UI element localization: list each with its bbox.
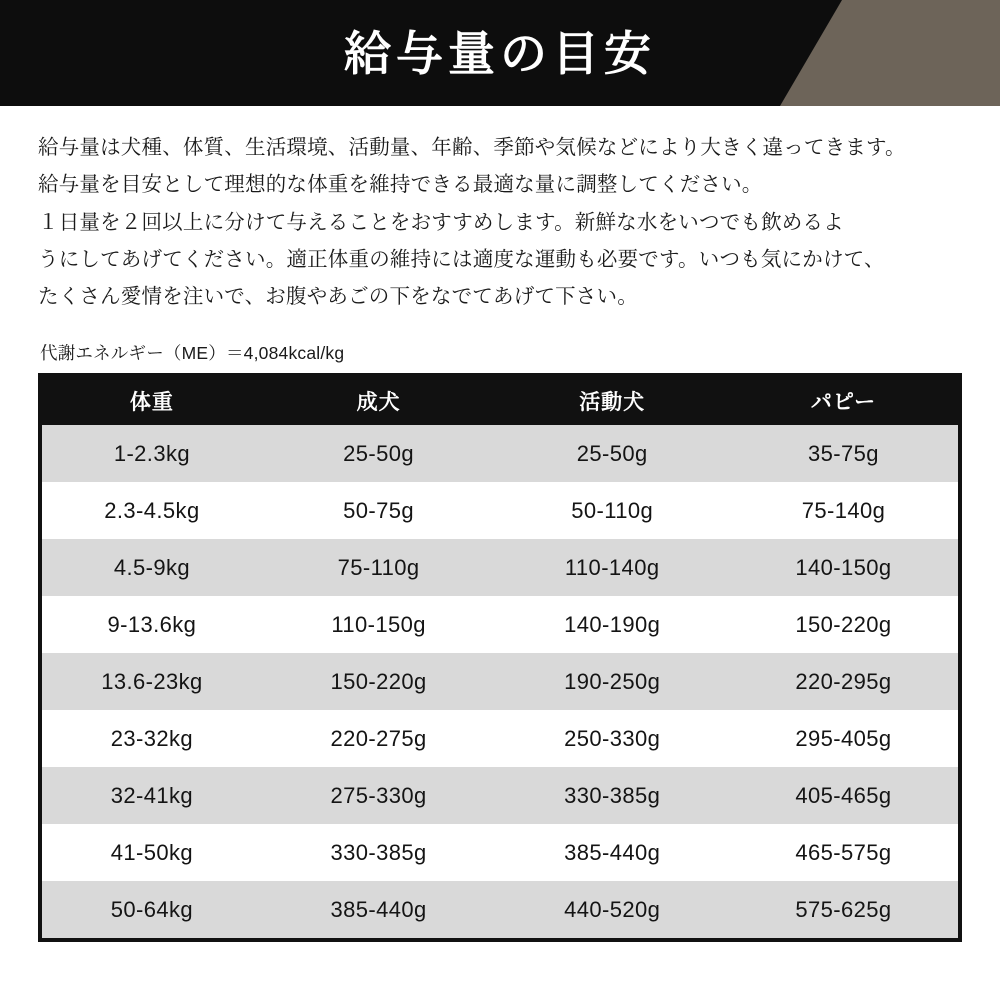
cell-active: 440-520g: [495, 881, 729, 938]
cell-adult: 150-220g: [262, 653, 496, 710]
cell-active: 25-50g: [495, 425, 729, 482]
table-row: [42, 596, 958, 653]
cell-adult: 50-75g: [262, 482, 496, 539]
cell-adult: 110-150g: [262, 596, 496, 653]
table-header-row: [42, 377, 958, 425]
cell-weight: 23-32kg: [42, 710, 262, 767]
cell-weight: 9-13.6kg: [42, 596, 262, 653]
table-row: [42, 710, 958, 767]
table-row: [42, 482, 958, 539]
table-row: [42, 824, 958, 881]
feeding-table: [42, 377, 958, 938]
cell-weight: 41-50kg: [42, 824, 262, 881]
cell-puppy: 75-140g: [729, 482, 958, 539]
column-header-adult: 成犬: [262, 377, 496, 425]
cell-puppy: 220-295g: [729, 653, 958, 710]
cell-active: 50-110g: [495, 482, 729, 539]
feeding-table-container: [38, 373, 962, 942]
cell-weight: 13.6-23kg: [42, 653, 262, 710]
metabolizable-energy-note: 代謝エネルギー（ME）＝4,084kcal/kg: [40, 343, 345, 364]
cell-adult: 25-50g: [262, 425, 496, 482]
cell-weight: 4.5-9kg: [42, 539, 262, 596]
cell-puppy: 295-405g: [729, 710, 958, 767]
cell-weight: 50-64kg: [42, 881, 262, 938]
cell-adult: 385-440g: [262, 881, 496, 938]
cell-active: 190-250g: [495, 653, 729, 710]
intro-text: [38, 130, 962, 314]
cell-weight: 32-41kg: [42, 767, 262, 824]
table-row: [42, 539, 958, 596]
page-title: 給与量の目安: [344, 26, 656, 80]
intro-line-1: 給与量は犬種、体質、生活環境、活動量、年齢、季節や気候などにより大きく違ってきます。: [38, 136, 906, 159]
cell-active: 140-190g: [495, 596, 729, 653]
cell-adult: 275-330g: [262, 767, 496, 824]
table-row: [42, 881, 958, 938]
intro-line-4: うにしてあげてください。適正体重の維持には適度な運動も必要です。いつも気にかけて、: [38, 247, 885, 271]
cell-adult: 220-275g: [262, 710, 496, 767]
cell-active: 110-140g: [495, 539, 729, 596]
cell-active: 385-440g: [495, 824, 729, 881]
table-row: [42, 767, 958, 824]
column-header-active: 活動犬: [495, 377, 729, 425]
intro-line-5: たくさん愛情を注いで、お腹やあごの下をなでてあげて下さい。: [38, 285, 638, 308]
intro-line-2: 給与量を目安として理想的な体重を維持できる最適な量に調整してください。: [38, 173, 763, 197]
cell-puppy: 575-625g: [729, 881, 958, 938]
cell-puppy: 405-465g: [729, 767, 958, 824]
cell-weight: 2.3-4.5kg: [42, 482, 262, 539]
cell-puppy: 150-220g: [729, 596, 958, 653]
table-row: [42, 425, 958, 482]
cell-weight: 1-2.3kg: [42, 425, 262, 482]
column-header-weight: 体重: [42, 377, 262, 425]
cell-adult: 75-110g: [262, 539, 496, 596]
column-header-puppy: パピー: [729, 377, 958, 425]
cell-puppy: 35-75g: [729, 425, 958, 482]
cell-active: 250-330g: [495, 710, 729, 767]
cell-active: 330-385g: [495, 767, 729, 824]
cell-adult: 330-385g: [262, 824, 496, 881]
table-row: [42, 653, 958, 710]
cell-puppy: 465-575g: [729, 824, 958, 881]
intro-line-3: １日量を２回以上に分けて与えることをおすすめします。新鮮な水をいつでも飲めるよ: [38, 210, 844, 234]
page-header: [0, 0, 1000, 106]
cell-puppy: 140-150g: [729, 539, 958, 596]
